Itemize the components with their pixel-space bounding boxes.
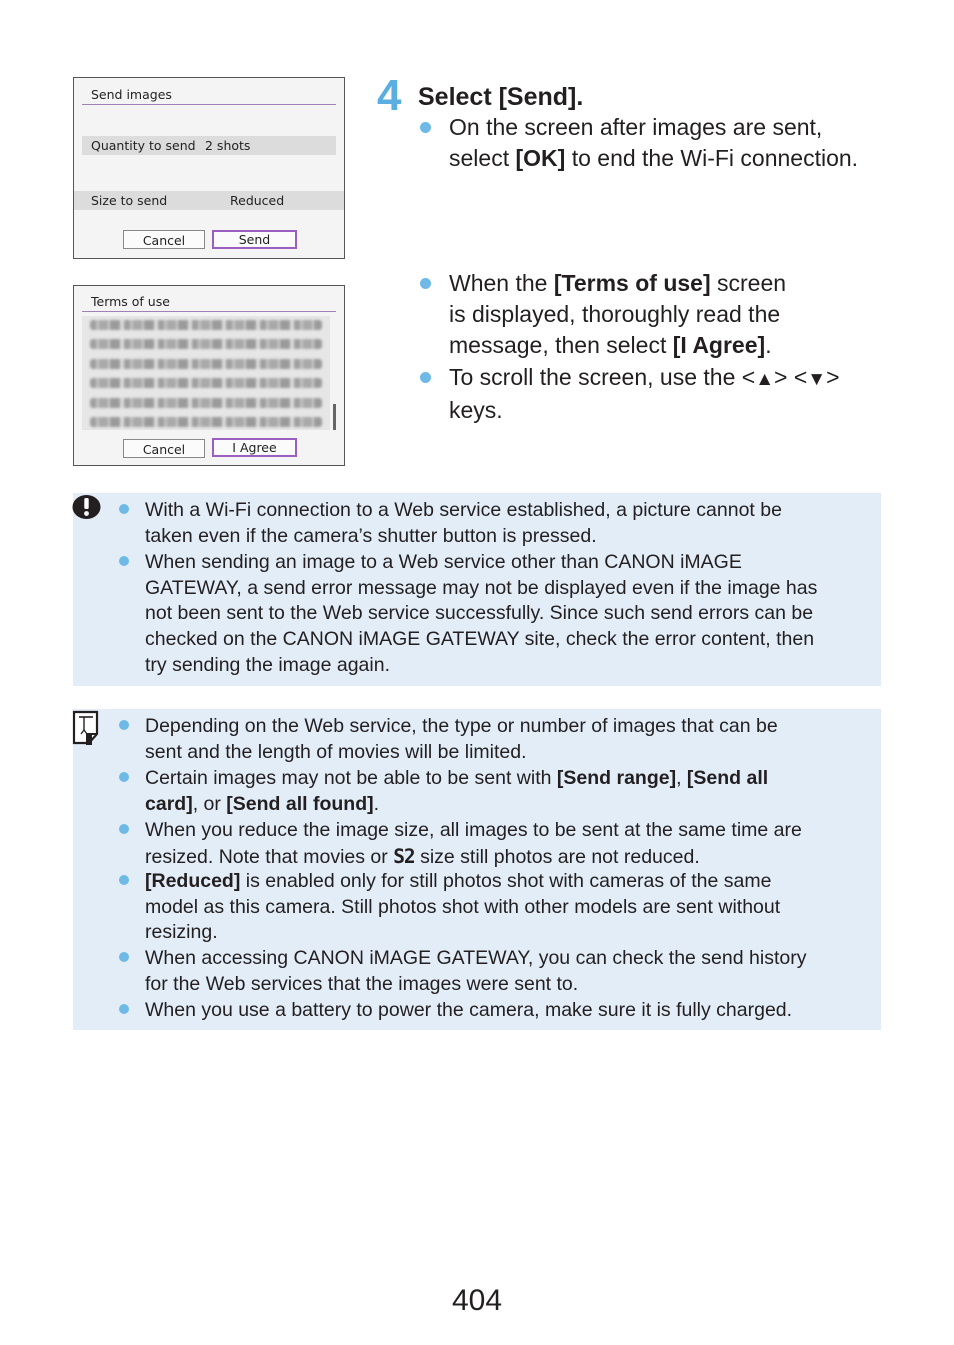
size-label: Size to send bbox=[91, 193, 168, 208]
bullet-icon bbox=[119, 952, 129, 962]
note-text: Depending on the Web service, the type or number of images that can be sent and the length of movies will be limited. bbox=[145, 715, 778, 763]
size-s2-icon: S2 bbox=[393, 844, 415, 868]
note-text: When you reduce the image size, all images to be sent at the same time are resized. Note that movies or S2 size still photos are not reduced. bbox=[145, 819, 802, 868]
bullet-icon bbox=[119, 824, 129, 834]
bullet-text: When the [Terms of use] screen is displayed, thoroughly read the message, then select [I Agree]. bbox=[449, 270, 787, 358]
caution-text: When sending an image to a Web service other than CANON iMAGE GATEWAY, a send error message may not be displayed even if the image has not been sent to the Web service successfully. Since such send errors can be checked on the CANON iMAGE GATEWAY site, check the error content, then try sending the image again. bbox=[145, 551, 818, 676]
i-agree-button[interactable]: I Agree bbox=[212, 438, 297, 457]
bullet-icon bbox=[420, 122, 431, 133]
caution-text: With a Wi-Fi connection to a Web service established, a picture cannot be taken even if the camera’s shutter button is pressed. bbox=[145, 499, 782, 547]
blurred-line bbox=[90, 359, 322, 369]
quantity-label: Quantity to send bbox=[91, 138, 196, 153]
bullet-text: On the screen after images are sent, select [OK] to end the Wi-Fi connection. bbox=[449, 114, 859, 171]
bullet-icon bbox=[119, 1004, 129, 1014]
scrollbar[interactable] bbox=[333, 404, 336, 430]
blurred-line bbox=[90, 320, 322, 330]
bullet-icon bbox=[119, 720, 129, 730]
size-value: Reduced bbox=[230, 193, 285, 208]
size-row bbox=[74, 191, 344, 210]
note-text: When accessing CANON iMAGE GATEWAY, you can check the send history for the Web services that the images were sent to. bbox=[145, 947, 807, 995]
screen-title: Send images bbox=[91, 87, 172, 102]
bullet-text: To scroll the screen, use the <▲> <▼> keys. bbox=[449, 364, 840, 423]
cancel-button[interactable]: Cancel bbox=[123, 230, 205, 249]
blurred-line bbox=[90, 378, 322, 388]
note-text: When you use a battery to power the camera, make sure it is fully charged. bbox=[145, 999, 793, 1021]
title-rule bbox=[82, 311, 336, 312]
bullet-icon bbox=[420, 372, 431, 383]
note-icon bbox=[72, 710, 100, 746]
terms-text-blurred bbox=[82, 316, 330, 430]
bullet-icon bbox=[119, 875, 129, 885]
blurred-line bbox=[90, 417, 322, 427]
blurred-line bbox=[90, 339, 322, 349]
note-text: [Reduced] is enabled only for still photos shot with cameras of the same model as this camera. Still photos shot with other models are sent without resizing. bbox=[145, 870, 781, 944]
title-rule bbox=[82, 104, 336, 105]
up-arrow-icon: ▲ bbox=[755, 369, 774, 390]
bullet-icon bbox=[420, 278, 431, 289]
step-title: Select [Send]. bbox=[418, 83, 584, 111]
cancel-button[interactable]: Cancel bbox=[123, 439, 205, 458]
note-text: Certain images may not be able to be sent with [Send range], [Send all card], or [Send all found]. bbox=[145, 767, 769, 815]
send-button[interactable]: Send bbox=[212, 230, 297, 249]
screen-title: Terms of use bbox=[91, 294, 170, 309]
blurred-line bbox=[90, 398, 322, 408]
quantity-row bbox=[82, 136, 336, 155]
bullet-icon bbox=[119, 772, 129, 782]
step-number: 4 bbox=[377, 71, 402, 120]
bullet-icon bbox=[119, 504, 129, 514]
down-arrow-icon: ▼ bbox=[807, 369, 827, 390]
bullet-icon bbox=[119, 556, 129, 566]
send-images-screen bbox=[73, 77, 345, 259]
page-number: 404 bbox=[451, 1284, 503, 1317]
caution-icon bbox=[72, 494, 102, 520]
quantity-value: 2 shots bbox=[205, 138, 251, 153]
terms-of-use-screen bbox=[73, 285, 345, 466]
